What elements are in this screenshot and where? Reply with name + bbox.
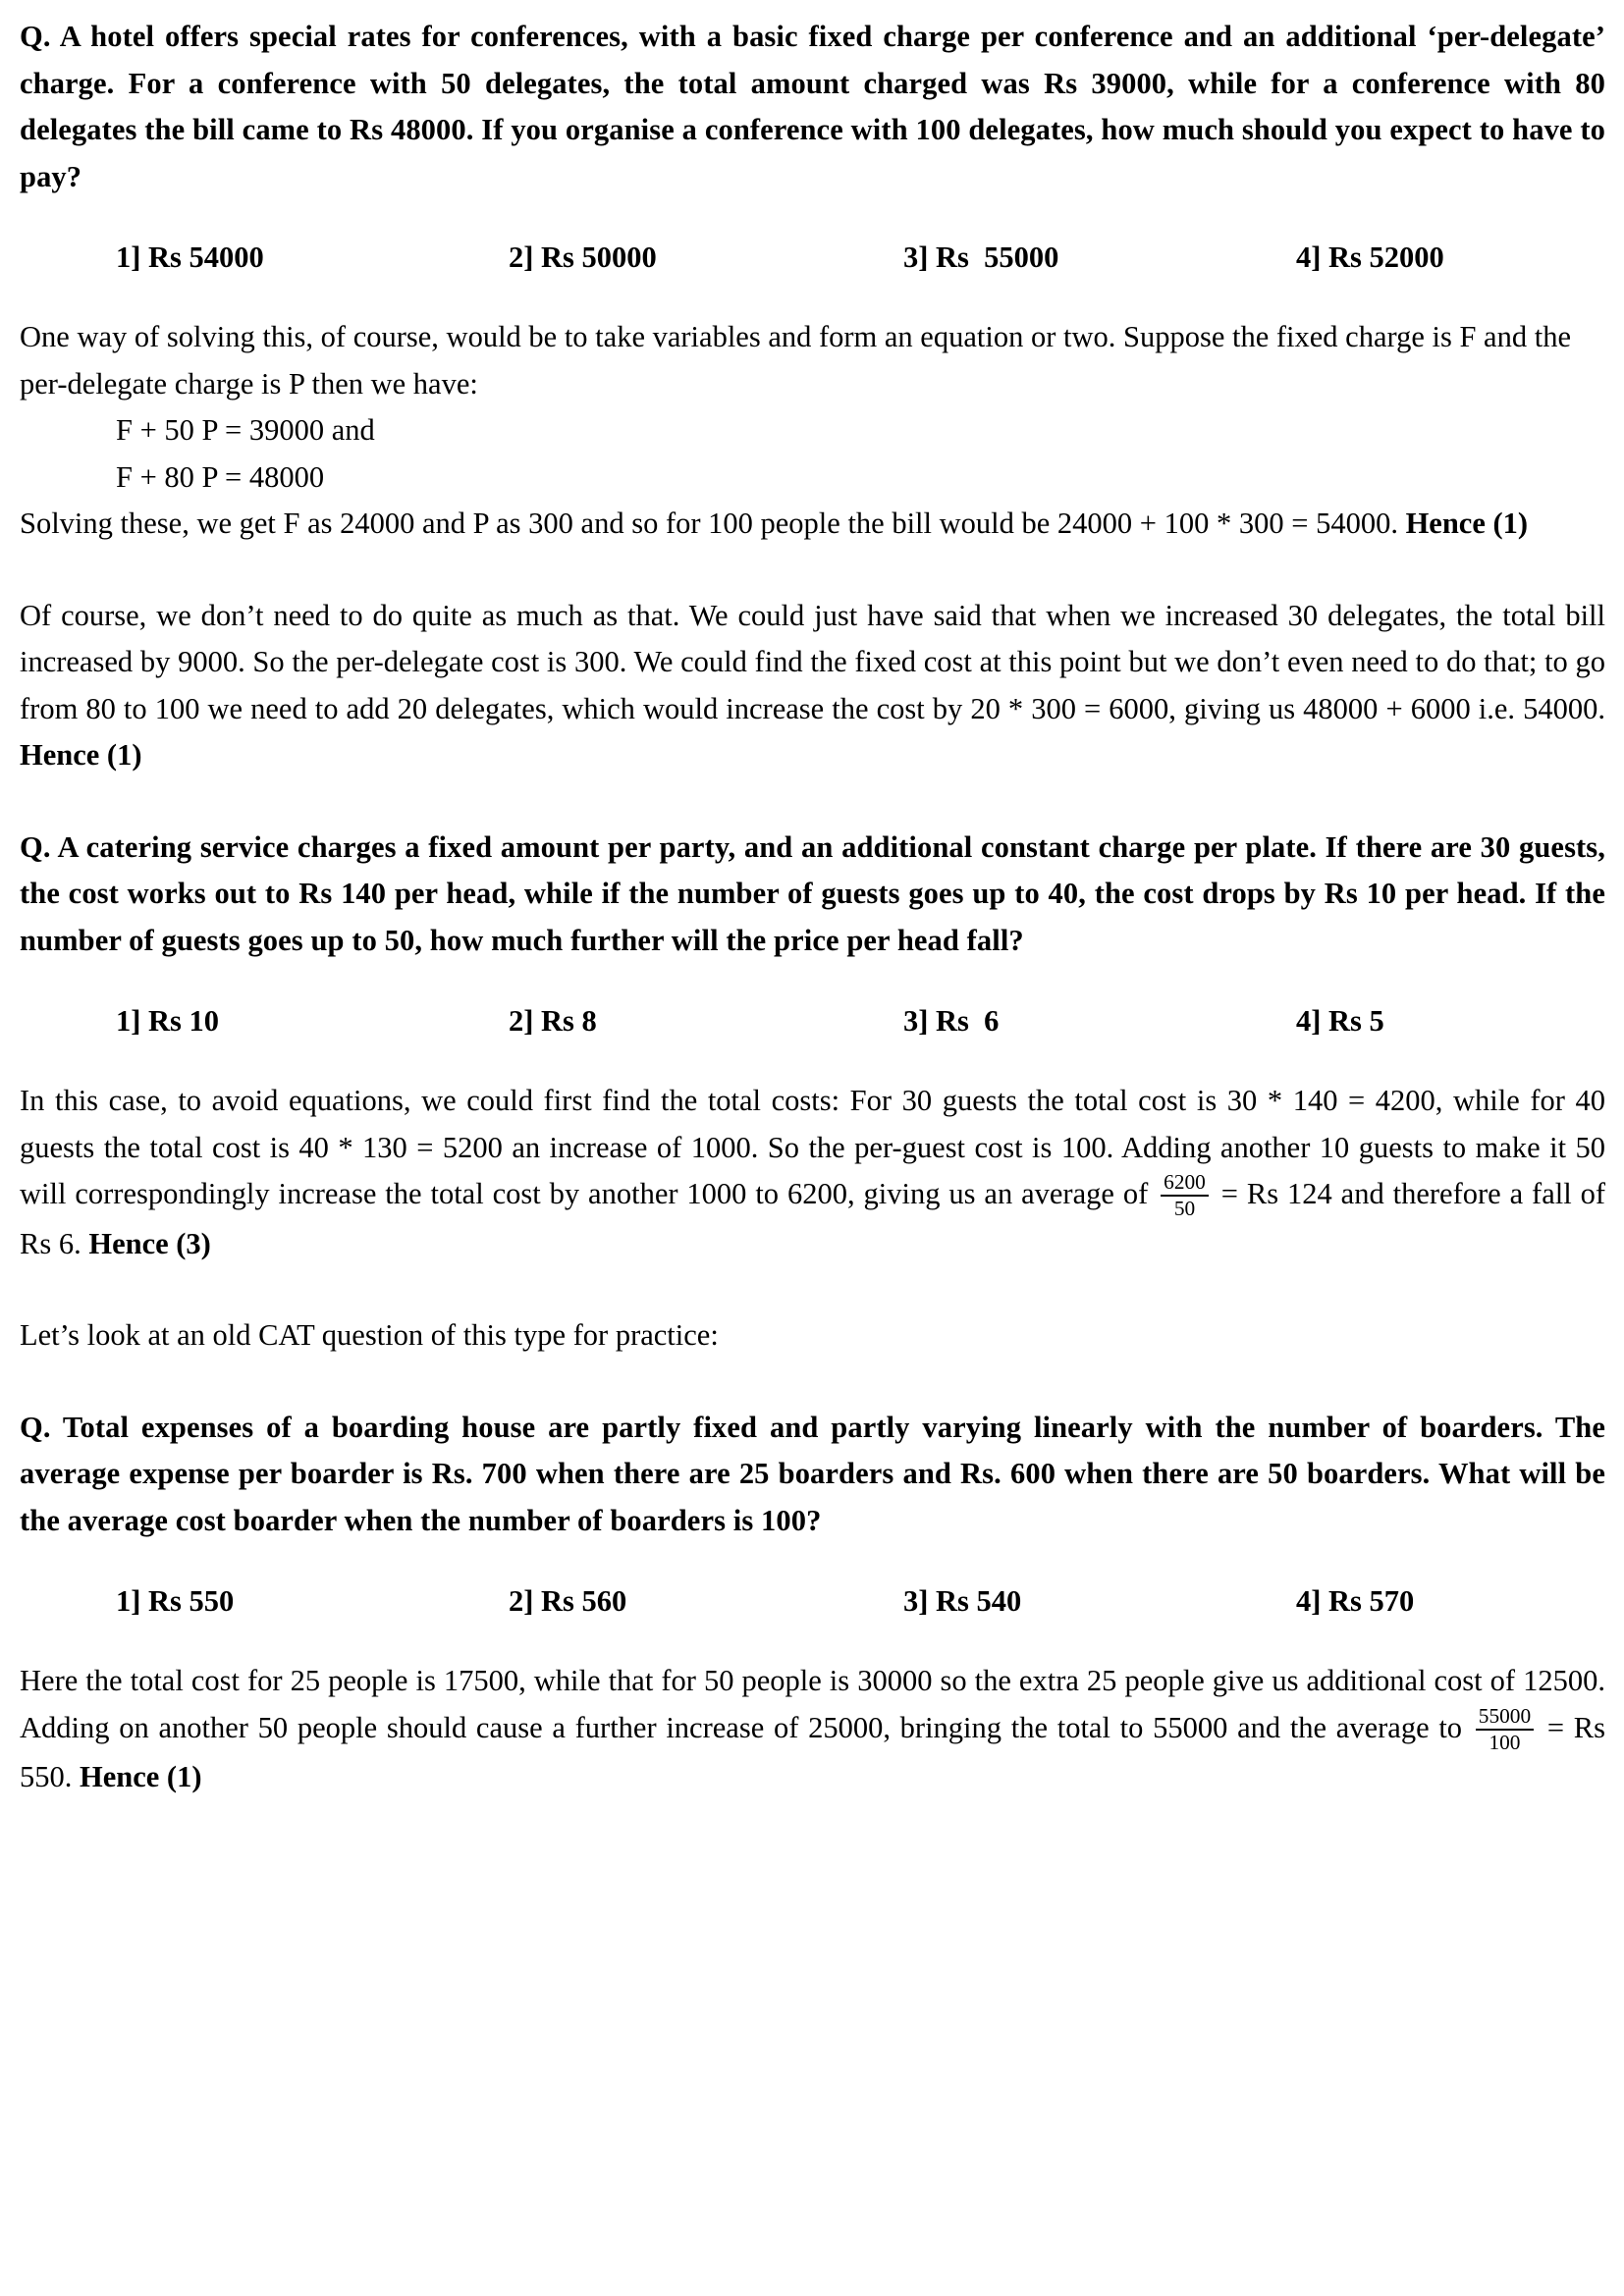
hence-marker-3: Hence (3) bbox=[88, 1226, 211, 1260]
hence-marker-4: Hence (1) bbox=[80, 1760, 202, 1794]
option-1[interactable]: 1] Rs 54000 bbox=[116, 240, 264, 274]
fraction-55000-over-100 bbox=[1476, 1705, 1534, 1753]
spacer bbox=[20, 964, 1605, 997]
question-1-options bbox=[20, 234, 1605, 281]
solution-1-lead: One way of solving this, of course, would be to take variables and form an equation or two. Suppose the fixed charge is F and the per-delegate charge is P then we have: bbox=[20, 320, 1571, 400]
fraction-6200-over-50 bbox=[1161, 1171, 1209, 1219]
equation-1: F + 50 P = 39000 and bbox=[116, 413, 375, 447]
question-2-text: Q. A catering service charges a fixed amount per party, and an additional constant charge per plate. If there are 30 guests, the cost works out to Rs 140 per head, while if the number of guests goes up to 40, the cost drops by Rs 10 per head. If the number of guests goes up to 50, how much further will the price per head fall? bbox=[20, 829, 1605, 957]
question-3-options bbox=[20, 1577, 1605, 1625]
spacer bbox=[20, 1625, 1605, 1658]
spacer bbox=[20, 1360, 1605, 1405]
option-3[interactable]: 3] Rs 55000 bbox=[903, 240, 1059, 274]
spacer bbox=[20, 548, 1605, 593]
solution-2 bbox=[20, 1078, 1605, 1267]
option-1[interactable]: 1] Rs 10 bbox=[116, 1004, 220, 1038]
spacer bbox=[20, 1044, 1605, 1078]
option-2[interactable]: 2] Rs 560 bbox=[509, 1584, 627, 1619]
question-1-text: Q. A hotel offers special rates for conferences, with a basic fixed charge per conference and an additional ‘per-delegate’ charge. For a conference with 50 delegates, the total amount charged was Rs 39000, while for a conference with 80 delegates the bill came to Rs 48000. If you organise a conference with 100 delegates, how much should you expect to have to pay? bbox=[20, 20, 1605, 193]
question-3-text: Q. Total expenses of a boarding house are partly fixed and partly varying linearly with the number of boarders. The average expense per boarder is Rs. 700 when there are 25 boarders and Rs. 600 when there are 50 boarders. What will be the average cost boarder when the number of boarders is 100? bbox=[20, 1410, 1605, 1537]
solution-1-alternate-text: Of course, we don’t need to do quite as much as that. We could just have said that when we increased 30 delegates, the total bill increased by 9000. So the per-delegate cost is 300. We could find the fixed cost at this point but we don’t even need to do that; to go from 80 to 100 we need to add 20 delegates, which would increase the cost by 20 * 300 = 6000, giving us 48000 + 6000 i.e. 54000. bbox=[20, 598, 1605, 725]
fraction-denominator: 50 bbox=[1161, 1195, 1209, 1220]
hence-marker-2: Hence (1) bbox=[20, 738, 142, 772]
fraction-numerator: 55000 bbox=[1478, 1704, 1532, 1728]
equation-2: F + 80 P = 48000 bbox=[116, 459, 325, 494]
option-2[interactable]: 2] Rs 50000 bbox=[509, 240, 657, 274]
solution-2-before: In this case, to avoid equations, we could first find the total costs: For 30 guests the total cost is 30 * 140 = 4200, while for 40 guests the total cost is 40 * 130 = 5200 an increase of 1000. So the per-guest cost is 100. Adding another 10 guests to make it 50 will correspondingly increase the total cost by another 1000 to 6200, giving us an average of bbox=[20, 1084, 1605, 1210]
hence-marker-1: Hence (1) bbox=[1405, 507, 1529, 540]
option-1[interactable]: 1] Rs 550 bbox=[116, 1584, 235, 1619]
spacer bbox=[20, 200, 1605, 234]
option-3[interactable]: 3] Rs 540 bbox=[903, 1584, 1022, 1619]
solution-3 bbox=[20, 1658, 1605, 1801]
spacer bbox=[20, 1544, 1605, 1577]
solution-3-after: = Rs 550. bbox=[20, 1710, 1605, 1794]
fraction-numerator: 6200 bbox=[1164, 1170, 1206, 1195]
question-2-options bbox=[20, 997, 1605, 1044]
option-4[interactable]: 4] Rs 570 bbox=[1296, 1584, 1415, 1619]
fraction-denominator: 100 bbox=[1476, 1729, 1534, 1754]
solution-2-after: = Rs 124 and therefore a fall of Rs 6. bbox=[20, 1177, 1605, 1260]
spacer bbox=[20, 281, 1605, 314]
option-4[interactable]: 4] Rs 52000 bbox=[1296, 240, 1444, 274]
spacer bbox=[20, 1267, 1605, 1312]
option-2[interactable]: 2] Rs 8 bbox=[509, 1004, 597, 1038]
option-3[interactable]: 3] Rs 6 bbox=[903, 1004, 1000, 1038]
solution-1-tail-text: Solving these, we get F as 24000 and P as 300 and so for 100 people the bill would be 24000 + 100 * 300 = 54000. bbox=[20, 507, 1406, 540]
transition-text: Let’s look at an old CAT question of this type for practice: bbox=[20, 1318, 719, 1353]
option-4[interactable]: 4] Rs 5 bbox=[1296, 1004, 1384, 1038]
solution-1-tail bbox=[20, 501, 1605, 548]
solution-1-alternate bbox=[20, 593, 1605, 779]
solution-3-before: Here the total cost for 25 people is 17500, while that for 50 people is 30000 so the extra 25 people give us additional cost of 12500. Adding on another 50 people should cause a further increase of 25000, bringing the total to 55000 and the average to bbox=[20, 1664, 1605, 1744]
spacer bbox=[20, 779, 1605, 825]
